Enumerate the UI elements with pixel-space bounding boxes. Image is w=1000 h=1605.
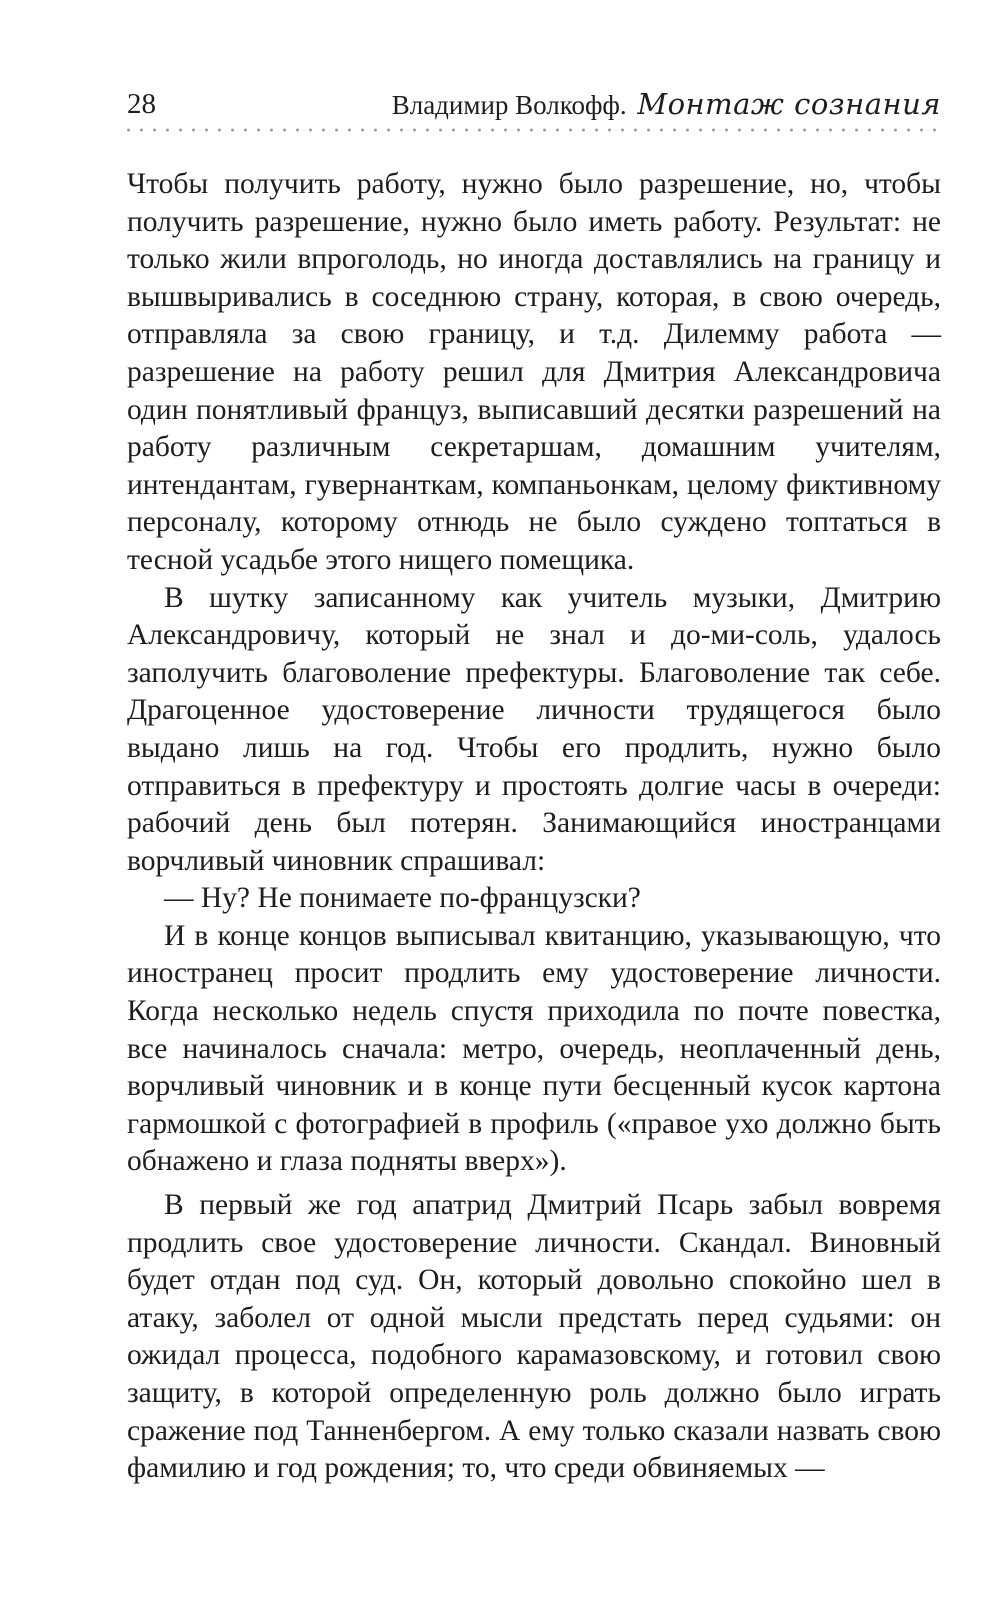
paragraph-1: Чтобы получить работу, нужно было разрешение, но, чтобы получить разрешение, нужно было иметь работу. Результат: не только жили впроголодь, но иногда доставлялись на границу и вышвыривались в соседнюю страну, которая, в свою очередь, отправляла за свою границу, и т.д. Дилемму работа — разрешение на работу решил для Дмитрия Александровича один понятливый француз, выписавший десятки разрешений на работу различным секретаршам, домашним учителям, интендантам, гувернанткам, компаньонкам, целому фиктивному персоналу, которому отнюдь не было суждено топтаться в тесной усадьбе этого нищего помещика. xyxy=(127,168,941,576)
book-header xyxy=(392,86,941,123)
paragraph-3-dialogue: — Ну? Не понимаете по-французски? xyxy=(164,882,641,915)
book-author: Владимир Волкофф. xyxy=(391,90,627,120)
paragraph-5: В первый же год апатрид Дмитрий Псарь забыл вовремя продлить свое удостоверение личности. Скандал. Виновный будет отдан под суд. Он, который довольно спокойно шел в атаку, заболел от одной мысли предстать перед судьями: он ожидал процесса, подобного карамазовскому, и готовил свою защиту, в которой определенную роль должно было играть сражение под Танненбергом. А ему только сказали назвать свою фамилию и год рождения; то, что среди обвиняемых — xyxy=(127,1189,941,1485)
header-dotted-rule xyxy=(122,128,944,132)
book-title: Монтаж сознания xyxy=(637,87,941,121)
running-head xyxy=(127,84,941,128)
page-number: 28 xyxy=(127,88,156,120)
paragraph-2: В шутку записанному как учитель музыки, Дмитрию Александровичу, который не знал и до-ми-соль, удалось заполучить благоволение префектуры. Благоволение так себе. Драгоценное удостоверение личности трудящегося было выдано лишь на год. Чтобы его продлить, нужно было отправиться в префектуру и простоять долгие часы в очереди: рабочий день был потерян. Занимающийся иностранцами ворчливый чиновник спрашивал: xyxy=(127,581,941,877)
body-text xyxy=(127,166,941,1488)
paragraph-4: И в конце концов выписывал квитанцию, указывающую, что иностранец просит продлить ему удостоверение личности. Когда несколько недель спустя приходила по почте повестка, все начиналось сначала: метро, очередь, неоплаченный день, ворчливый чиновник и в конце пути бесценный кусок картона гармошкой с фотографией в профиль («правое ухо должно быть обнажено и глаза подняты вверх»). xyxy=(127,919,941,1178)
